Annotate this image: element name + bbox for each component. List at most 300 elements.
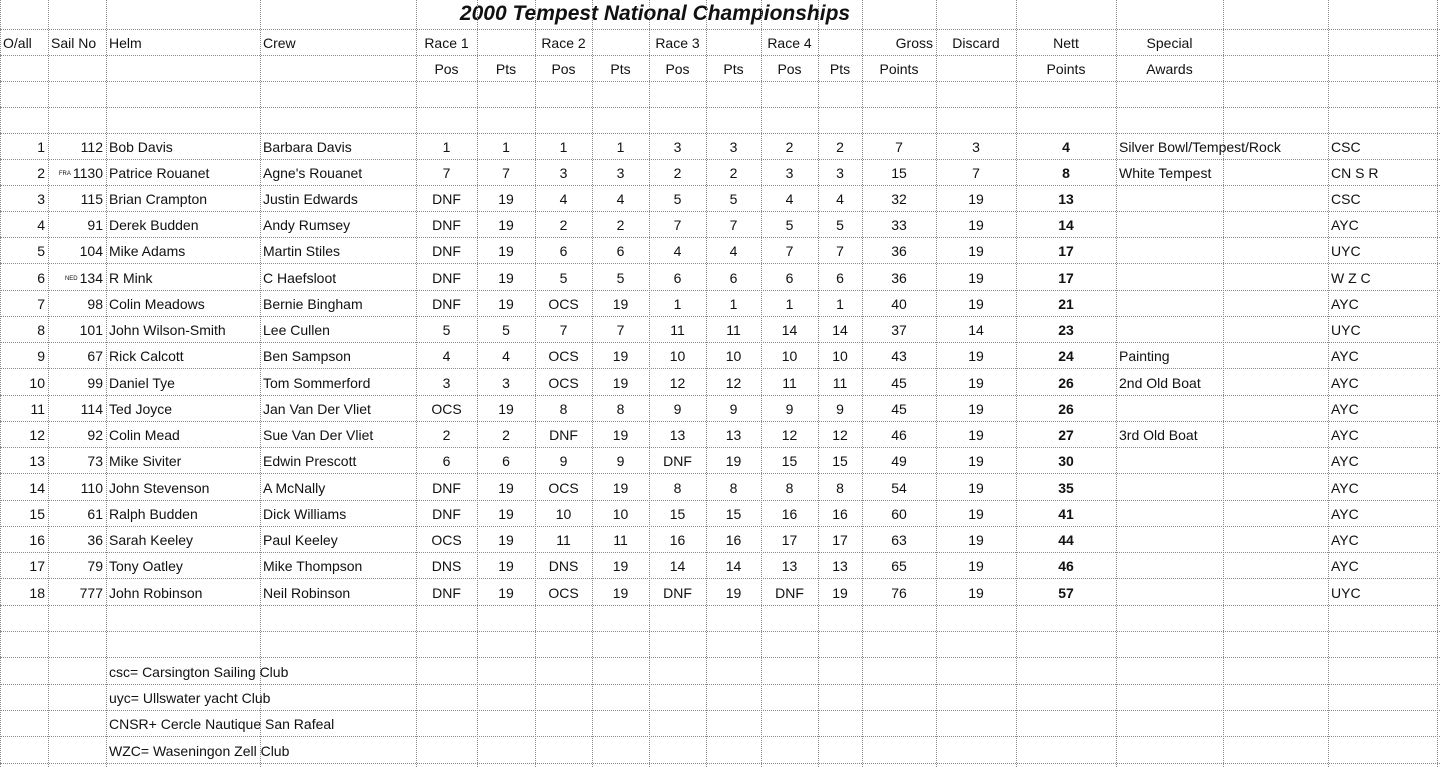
nett-points: 13 bbox=[1058, 191, 1074, 207]
overall-position: 3 bbox=[37, 191, 45, 207]
gross-points: 43 bbox=[891, 348, 907, 364]
club-code: UYC bbox=[1331, 585, 1361, 601]
club-code: AYC bbox=[1331, 375, 1359, 391]
gross-points: 49 bbox=[891, 453, 907, 469]
helm-name: Bob Davis bbox=[109, 139, 173, 155]
nett-points: 21 bbox=[1058, 296, 1074, 312]
nett-points: 27 bbox=[1058, 427, 1074, 443]
legend-line: CNSR+ Cercle Nautique San Rafeal bbox=[109, 716, 335, 732]
header-race-2: Race 2 bbox=[541, 35, 586, 51]
club-code: CSC bbox=[1331, 139, 1361, 155]
race-1-pts: 19 bbox=[498, 506, 514, 522]
helm-name: John Stevenson bbox=[109, 480, 210, 496]
race-3-pos: 15 bbox=[669, 506, 686, 522]
race-1-pos: OCS bbox=[431, 532, 462, 548]
race-1-pts: 2 bbox=[502, 427, 510, 443]
special-award: Silver Bowl/Tempest/Rock bbox=[1119, 139, 1281, 155]
row-gridline bbox=[0, 316, 1440, 317]
header-sail-no: Sail No bbox=[51, 35, 97, 51]
row-gridline bbox=[0, 211, 1440, 212]
row-gridline bbox=[0, 421, 1440, 422]
gross-points: 36 bbox=[891, 243, 907, 259]
race-2-pos: OCS bbox=[548, 348, 579, 364]
race-1-pos: DNF bbox=[432, 480, 461, 496]
crew-name: Lee Cullen bbox=[263, 322, 330, 338]
helm-name: Sarah Keeley bbox=[109, 532, 194, 548]
column-gridline bbox=[416, 0, 417, 767]
crew-name: Edwin Prescott bbox=[263, 453, 357, 469]
overall-position: 15 bbox=[29, 506, 45, 522]
race-3-pts: 10 bbox=[725, 348, 742, 364]
race-1-pts: 1 bbox=[502, 139, 510, 155]
club-code: AYC bbox=[1331, 453, 1359, 469]
header-pts-3: Pts bbox=[723, 61, 744, 77]
race-1-pos: OCS bbox=[431, 401, 462, 417]
race-2-pos: OCS bbox=[548, 375, 579, 391]
race-1-pos: 2 bbox=[442, 427, 451, 443]
header-pts-4: Pts bbox=[829, 61, 851, 77]
race-1-pos: 3 bbox=[442, 375, 451, 391]
header-special: Special bbox=[1146, 35, 1193, 51]
nett-points: 41 bbox=[1058, 506, 1074, 522]
club-code: AYC bbox=[1331, 506, 1359, 522]
column-gridline bbox=[0, 0, 1, 767]
race-3-pos: 16 bbox=[669, 532, 686, 548]
race-2-pos: OCS bbox=[548, 585, 579, 601]
race-3-pos: 2 bbox=[673, 165, 682, 181]
race-4-pts: 9 bbox=[836, 401, 844, 417]
crew-name: Dick Williams bbox=[263, 506, 347, 522]
column-gridline bbox=[48, 0, 49, 767]
race-3-pts: 13 bbox=[725, 427, 742, 443]
discard: 19 bbox=[968, 348, 984, 364]
helm-name: Ralph Budden bbox=[109, 506, 198, 522]
discard: 19 bbox=[968, 532, 984, 548]
nett-points: 4 bbox=[1062, 139, 1070, 155]
gross-points: 36 bbox=[891, 270, 907, 286]
race-2-pts: 19 bbox=[612, 296, 629, 312]
overall-position: 12 bbox=[29, 427, 45, 443]
race-3-pos: 4 bbox=[673, 243, 682, 259]
race-2-pos: 5 bbox=[559, 270, 568, 286]
column-gridline bbox=[260, 0, 261, 767]
discard: 19 bbox=[968, 480, 984, 496]
helm-name: R Mink bbox=[109, 270, 153, 286]
header-nett: Nett bbox=[1053, 35, 1079, 51]
header-pts-1: Pts bbox=[495, 61, 517, 77]
special-award: White Tempest bbox=[1119, 165, 1212, 181]
sail-number: 1130 bbox=[72, 165, 103, 181]
helm-name: Mike Siviter bbox=[109, 453, 182, 469]
header-helm: Helm bbox=[109, 35, 142, 51]
race-3-pts: 5 bbox=[729, 191, 738, 207]
header-nett-points: Points bbox=[1046, 61, 1086, 77]
helm-name: Patrice Rouanet bbox=[109, 165, 210, 181]
race-4-pts: 7 bbox=[836, 243, 844, 259]
race-2-pts: 4 bbox=[616, 191, 625, 207]
crew-name: A McNally bbox=[263, 480, 326, 496]
row-gridline bbox=[0, 368, 1440, 369]
column-gridline bbox=[862, 0, 863, 767]
row-gridline bbox=[0, 710, 1440, 711]
club-code: AYC bbox=[1331, 558, 1359, 574]
nett-points: 17 bbox=[1058, 270, 1074, 286]
club-code: AYC bbox=[1331, 401, 1359, 417]
header-special-awards: Awards bbox=[1146, 61, 1193, 77]
race-2-pos: 4 bbox=[559, 191, 568, 207]
race-1-pts: 19 bbox=[498, 532, 514, 548]
discard: 19 bbox=[968, 375, 984, 391]
race-1-pos: DNF bbox=[432, 191, 461, 207]
race-3-pts: 19 bbox=[725, 453, 742, 469]
header-race-4: Race 4 bbox=[767, 35, 812, 51]
race-2-pts: 19 bbox=[612, 375, 629, 391]
gross-points: 37 bbox=[891, 322, 907, 338]
race-4-pts: 8 bbox=[836, 480, 844, 496]
nett-points: 24 bbox=[1058, 348, 1074, 364]
sail-number: 61 bbox=[87, 506, 103, 522]
overall-position: 10 bbox=[29, 375, 45, 391]
helm-name: John Wilson-Smith bbox=[109, 322, 226, 338]
race-2-pos: DNS bbox=[548, 558, 579, 574]
sail-number: 112 bbox=[80, 139, 103, 155]
race-4-pts: 10 bbox=[832, 348, 848, 364]
race-1-pos: DNF bbox=[432, 296, 461, 312]
row-gridline bbox=[0, 395, 1440, 396]
race-1-pos: 4 bbox=[442, 348, 451, 364]
race-3-pts: 2 bbox=[729, 165, 738, 181]
race-3-pts: 11 bbox=[726, 322, 741, 338]
gross-points: 45 bbox=[891, 401, 907, 417]
race-3-pos: 1 bbox=[673, 296, 682, 312]
race-3-pos: 3 bbox=[673, 139, 682, 155]
race-2-pos: OCS bbox=[548, 296, 579, 312]
overall-position: 2 bbox=[37, 165, 45, 181]
race-3-pts: 1 bbox=[729, 296, 738, 312]
race-1-pts: 6 bbox=[502, 453, 510, 469]
gross-points: 32 bbox=[891, 191, 907, 207]
row-gridline bbox=[0, 526, 1440, 527]
helm-name: John Robinson bbox=[109, 585, 203, 601]
race-2-pts: 2 bbox=[616, 217, 625, 233]
nett-points: 46 bbox=[1058, 558, 1074, 574]
overall-position: 4 bbox=[37, 217, 45, 233]
overall-position: 7 bbox=[37, 296, 45, 312]
race-1-pts: 19 bbox=[498, 191, 514, 207]
race-2-pos: 6 bbox=[559, 243, 568, 259]
column-gridline bbox=[706, 0, 707, 767]
race-1-pts: 19 bbox=[498, 243, 514, 259]
row-gridline bbox=[0, 578, 1440, 579]
discard: 19 bbox=[968, 427, 984, 443]
crew-name: Paul Keeley bbox=[263, 532, 338, 548]
sail-number: 114 bbox=[80, 401, 103, 417]
race-2-pts: 11 bbox=[613, 532, 628, 548]
race-3-pts: 16 bbox=[725, 532, 742, 548]
race-2-pos: 11 bbox=[556, 532, 571, 548]
race-4-pos: 5 bbox=[785, 217, 794, 233]
race-3-pts: 15 bbox=[725, 506, 742, 522]
row-gridline bbox=[0, 342, 1440, 343]
race-4-pos: 7 bbox=[785, 243, 794, 259]
race-3-pts: 9 bbox=[729, 401, 738, 417]
nationality-code: FRA bbox=[58, 171, 71, 178]
race-4-pts: 1 bbox=[836, 296, 844, 312]
header-pos-4: Pos bbox=[777, 61, 802, 77]
race-2-pts: 8 bbox=[616, 401, 625, 417]
overall-position: 16 bbox=[29, 532, 45, 548]
race-2-pts: 19 bbox=[612, 427, 629, 443]
overall-position: 13 bbox=[29, 453, 45, 469]
nett-points: 26 bbox=[1058, 375, 1074, 391]
overall-position: 6 bbox=[37, 270, 45, 286]
race-4-pos: 4 bbox=[785, 191, 794, 207]
club-code: AYC bbox=[1331, 427, 1359, 443]
race-4-pts: 16 bbox=[832, 506, 848, 522]
discard: 19 bbox=[968, 243, 984, 259]
crew-name: Martin Stiles bbox=[263, 243, 341, 259]
race-1-pts: 19 bbox=[498, 401, 514, 417]
crew-name: Sue Van Der Vliet bbox=[263, 427, 374, 443]
club-code: UYC bbox=[1331, 322, 1361, 338]
race-4-pos: 13 bbox=[781, 558, 798, 574]
header-race-1: Race 1 bbox=[424, 35, 469, 51]
overall-position: 18 bbox=[29, 585, 45, 601]
header-pts-2: Pts bbox=[610, 61, 631, 77]
column-gridline bbox=[936, 0, 937, 767]
race-4-pts: 6 bbox=[836, 270, 844, 286]
crew-name: Bernie Bingham bbox=[263, 296, 363, 312]
overall-position: 5 bbox=[37, 243, 45, 259]
special-award: 2nd Old Boat bbox=[1119, 375, 1201, 391]
race-3-pos: 8 bbox=[673, 480, 682, 496]
nett-points: 35 bbox=[1058, 480, 1074, 496]
special-award: 3rd Old Boat bbox=[1119, 427, 1198, 443]
race-1-pos: DNF bbox=[432, 585, 461, 601]
discard: 19 bbox=[968, 401, 984, 417]
row-gridline bbox=[0, 185, 1440, 186]
sail-number-cell bbox=[51, 270, 103, 287]
header-crew: Crew bbox=[263, 35, 296, 51]
overall-position: 14 bbox=[29, 480, 45, 496]
discard: 19 bbox=[968, 506, 984, 522]
column-gridline bbox=[1328, 0, 1329, 767]
race-2-pos: 3 bbox=[559, 165, 568, 181]
sail-number-cell bbox=[51, 165, 103, 182]
crew-name: Tom Sommerford bbox=[263, 375, 371, 391]
race-2-pos: 9 bbox=[559, 453, 568, 469]
row-gridline bbox=[0, 684, 1440, 685]
race-4-pts: 4 bbox=[836, 191, 844, 207]
sail-number: 73 bbox=[87, 453, 103, 469]
race-1-pos: 5 bbox=[442, 322, 451, 338]
club-code: AYC bbox=[1331, 296, 1359, 312]
race-4-pts: 19 bbox=[832, 585, 848, 601]
nett-points: 8 bbox=[1062, 165, 1070, 181]
crew-name: Neil Robinson bbox=[263, 585, 351, 601]
column-gridline bbox=[818, 0, 819, 767]
column-gridline bbox=[1437, 0, 1438, 767]
header-overall: O/all bbox=[3, 35, 32, 51]
sail-number: 36 bbox=[87, 532, 103, 548]
race-4-pos: 1 bbox=[785, 296, 794, 312]
race-2-pts: 19 bbox=[612, 348, 629, 364]
crew-name: Andy Rumsey bbox=[263, 217, 351, 233]
crew-name: C Haefsloot bbox=[263, 270, 337, 286]
overall-position: 8 bbox=[37, 322, 45, 338]
race-4-pos: 16 bbox=[781, 506, 798, 522]
gross-points: 76 bbox=[891, 585, 907, 601]
race-3-pos: 13 bbox=[669, 427, 686, 443]
race-3-pts: 7 bbox=[729, 217, 738, 233]
nett-points: 17 bbox=[1058, 243, 1074, 259]
race-4-pos: 8 bbox=[785, 480, 794, 496]
club-code: CN S R bbox=[1331, 165, 1379, 181]
helm-name: Colin Mead bbox=[109, 427, 180, 443]
race-2-pos: 7 bbox=[559, 322, 568, 338]
crew-name: Justin Edwards bbox=[263, 191, 358, 207]
crew-name: Ben Sampson bbox=[263, 348, 351, 364]
race-4-pts: 2 bbox=[836, 139, 844, 155]
helm-name: Colin Meadows bbox=[109, 296, 205, 312]
race-2-pos: 2 bbox=[559, 217, 568, 233]
helm-name: Mike Adams bbox=[109, 243, 186, 259]
race-2-pts: 1 bbox=[616, 139, 625, 155]
sail-number: 104 bbox=[79, 243, 103, 259]
race-4-pos: 2 bbox=[785, 139, 794, 155]
crew-name: Mike Thompson bbox=[263, 558, 363, 574]
sail-number: 134 bbox=[79, 270, 103, 286]
header-discard: Discard bbox=[952, 35, 1000, 51]
row-gridline bbox=[0, 447, 1440, 448]
gross-points: 40 bbox=[891, 296, 907, 312]
gross-points: 46 bbox=[891, 427, 907, 443]
race-3-pos: 9 bbox=[673, 401, 682, 417]
club-code: CSC bbox=[1331, 191, 1361, 207]
discard: 19 bbox=[968, 217, 984, 233]
row-gridline bbox=[0, 133, 1440, 134]
race-2-pts: 3 bbox=[616, 165, 625, 181]
race-3-pts: 8 bbox=[729, 480, 738, 496]
header-gross: Gross bbox=[895, 35, 933, 51]
race-3-pos: 6 bbox=[673, 270, 682, 286]
column-gridline bbox=[535, 0, 536, 767]
race-2-pos: 8 bbox=[559, 401, 568, 417]
row-gridline bbox=[0, 500, 1440, 501]
club-code: AYC bbox=[1331, 532, 1359, 548]
discard: 19 bbox=[968, 191, 984, 207]
club-code: AYC bbox=[1331, 217, 1359, 233]
race-1-pos: DNF bbox=[432, 506, 461, 522]
gross-points: 15 bbox=[891, 165, 907, 181]
crew-name: Barbara Davis bbox=[263, 139, 352, 155]
nett-points: 26 bbox=[1058, 401, 1074, 417]
race-1-pts: 5 bbox=[502, 322, 510, 338]
race-1-pos: DNS bbox=[431, 558, 462, 574]
race-3-pos: 7 bbox=[673, 217, 682, 233]
race-4-pos: 14 bbox=[781, 322, 798, 338]
helm-name: Derek Budden bbox=[109, 217, 199, 233]
sheet-title: 2000 Tempest National Championships bbox=[459, 2, 851, 25]
row-gridline bbox=[0, 159, 1440, 160]
nett-points: 57 bbox=[1058, 585, 1074, 601]
race-4-pos: 10 bbox=[781, 348, 798, 364]
row-gridline bbox=[0, 55, 1440, 56]
race-1-pos: 1 bbox=[442, 139, 451, 155]
overall-position: 17 bbox=[29, 558, 45, 574]
race-1-pts: 3 bbox=[502, 375, 510, 391]
race-3-pos: DNF bbox=[663, 585, 692, 601]
header-gross-points: Points bbox=[879, 61, 919, 77]
header-pos-3: Pos bbox=[665, 61, 690, 77]
column-gridline bbox=[477, 0, 478, 767]
discard: 19 bbox=[968, 270, 984, 286]
helm-name: Daniel Tye bbox=[109, 375, 175, 391]
race-1-pts: 4 bbox=[502, 348, 510, 364]
race-1-pos: 7 bbox=[442, 165, 451, 181]
gross-points: 65 bbox=[891, 558, 907, 574]
race-2-pts: 5 bbox=[616, 270, 625, 286]
race-1-pts: 19 bbox=[498, 558, 514, 574]
race-4-pts: 17 bbox=[832, 532, 848, 548]
gross-points: 33 bbox=[891, 217, 907, 233]
legend-line: csc= Carsington Sailing Club bbox=[109, 664, 289, 680]
race-2-pts: 9 bbox=[616, 453, 625, 469]
race-4-pts: 13 bbox=[832, 558, 848, 574]
race-4-pos: 17 bbox=[781, 532, 798, 548]
column-gridline bbox=[1016, 0, 1017, 767]
overall-position: 9 bbox=[37, 348, 45, 364]
discard: 14 bbox=[968, 322, 984, 338]
row-gridline bbox=[0, 263, 1440, 264]
race-1-pts: 19 bbox=[498, 480, 514, 496]
race-1-pos: DNF bbox=[432, 217, 461, 233]
row-gridline bbox=[0, 736, 1440, 737]
gross-points: 7 bbox=[895, 139, 903, 155]
race-2-pos: 1 bbox=[559, 139, 568, 155]
race-4-pos: 9 bbox=[785, 401, 794, 417]
race-3-pos: 11 bbox=[670, 322, 685, 338]
race-3-pts: 14 bbox=[725, 558, 742, 574]
nett-points: 23 bbox=[1058, 322, 1074, 338]
race-3-pts: 3 bbox=[729, 139, 738, 155]
club-code: AYC bbox=[1331, 480, 1359, 496]
race-1-pts: 19 bbox=[498, 585, 514, 601]
race-4-pos: DNF bbox=[775, 585, 804, 601]
sail-number: 79 bbox=[87, 558, 103, 574]
race-2-pts: 6 bbox=[616, 243, 625, 259]
race-2-pts: 19 bbox=[612, 585, 629, 601]
race-4-pos: 6 bbox=[785, 270, 794, 286]
header-pos-1: Pos bbox=[434, 61, 459, 77]
column-gridline bbox=[106, 0, 107, 767]
sail-number: 98 bbox=[87, 296, 103, 312]
discard: 19 bbox=[968, 296, 984, 312]
race-4-pts: 12 bbox=[832, 427, 848, 443]
race-4-pos: 3 bbox=[785, 165, 794, 181]
row-gridline bbox=[0, 605, 1440, 606]
gross-points: 63 bbox=[891, 532, 907, 548]
header-pos-2: Pos bbox=[551, 61, 576, 77]
header-race-3: Race 3 bbox=[655, 35, 700, 51]
row-gridline bbox=[0, 631, 1440, 632]
sail-number: 101 bbox=[79, 322, 103, 338]
sail-number: 91 bbox=[87, 217, 103, 233]
race-1-pos: 6 bbox=[442, 453, 451, 469]
helm-name: Tony Oatley bbox=[109, 558, 183, 574]
race-1-pts: 19 bbox=[498, 217, 514, 233]
nett-points: 14 bbox=[1058, 217, 1074, 233]
